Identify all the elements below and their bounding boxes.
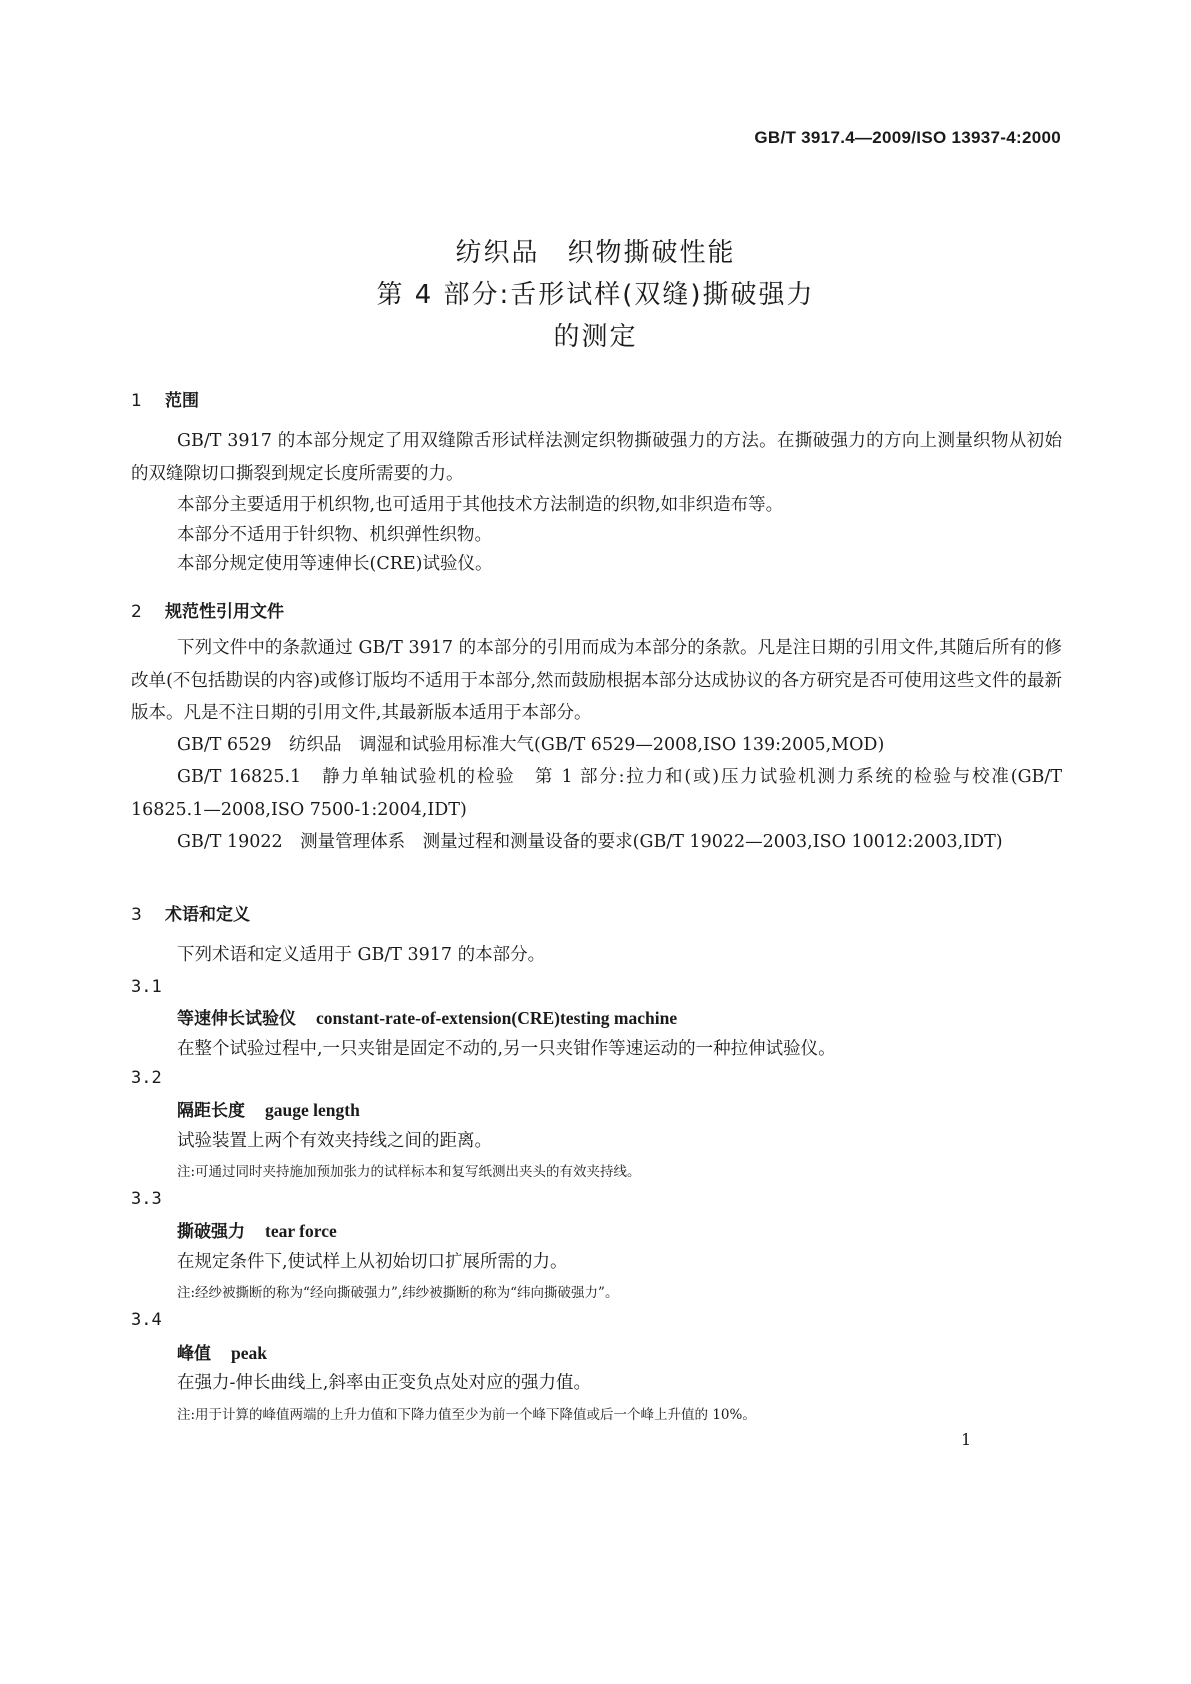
reference-gb-t-6529: GB/T 6529 纺织品 调湿和试验用标准大气(GB/T 6529—2008,ISO 139:2005,MOD) [177, 735, 885, 755]
section-3-title: 术语和定义 [165, 905, 250, 925]
reference-gb-t-16825-1: GB/T 16825.1 静力单轴试验机的检验 第 1 部分:拉力和(或)压力试验机测力系统的检验与校准(GB/T 16825.1—2008,ISO 7500-1:2004,IDT) [131, 767, 1062, 820]
section-2-heading [131, 597, 284, 622]
term-3-3-note: 注:经纱被撕断的称为“经向撕破强力”,纬纱被撕断的称为“纬向撕破强力”。 [177, 1285, 619, 1301]
term-3-3-zh: 撕破强力 [177, 1222, 245, 1242]
section-1-title: 范围 [165, 391, 199, 411]
section-3-heading [131, 900, 250, 925]
term-3-1-definition: 在整个试验过程中,一只夹钳是固定不动的,另一只夹钳作等速运动的一种拉伸试验仪。 [177, 1039, 836, 1059]
section-1-heading [131, 386, 199, 411]
section-1-number: 1 [131, 391, 142, 411]
title-line-3: 的测定 [553, 322, 638, 352]
term-3-1-number: 3.1 [131, 977, 162, 997]
term-3-4-en: peak [231, 1343, 267, 1363]
scope-paragraph-1: GB/T 3917 的本部分规定了用双缝隙舌形试样法测定织物撕破强力的方法。在撕破强力的方向上测量织物从初始的双缝隙切口撕裂到规定长度所需要的力。 [131, 431, 1062, 484]
term-3-4-note: 注:用于计算的峰值两端的上升力值和下降力值至少为前一个峰下降值或后一个峰上升值的 10%。 [177, 1407, 756, 1423]
title-line-1: 纺织品 织物撕破性能 [455, 238, 736, 268]
term-3-4-zh: 峰值 [177, 1344, 211, 1364]
term-3-3-number: 3.3 [131, 1189, 162, 1209]
terms-intro: 下列术语和定义适用于 GB/T 3917 的本部分。 [177, 945, 546, 965]
term-3-3-en: tear force [265, 1221, 337, 1241]
section-2-title: 规范性引用文件 [165, 602, 284, 622]
term-3-2-definition: 试验装置上两个有效夹持线之间的距离。 [177, 1131, 492, 1151]
title-line-2: 第 4 部分:舌形试样(双缝)撕破强力 [376, 280, 815, 310]
term-3-4-definition: 在强力-伸长曲线上,斜率由正变负点处对应的强力值。 [177, 1373, 591, 1393]
term-3-4-number: 3.4 [131, 1310, 162, 1330]
term-3-1-en: constant-rate-of-extension(CRE)testing machine [316, 1008, 678, 1028]
term-3-2-number: 3.2 [131, 1068, 162, 1088]
term-3-1-heading [177, 1004, 677, 1029]
reference-gb-t-19022: GB/T 19022 测量管理体系 测量过程和测量设备的要求(GB/T 19022—2003,ISO 10012:2003,IDT) [177, 832, 1003, 852]
section-2-number: 2 [131, 602, 142, 622]
scope-paragraph-4: 本部分规定使用等速伸长(CRE)试验仪。 [177, 554, 493, 574]
term-3-2-note: 注:可通过同时夹持施加预加张力的试样标本和复写纸测出夹头的有效夹持线。 [177, 1164, 641, 1180]
standard-code: GB/T 3917.4—2009/ISO 13937-4:2000 [754, 128, 1061, 147]
term-3-3-definition: 在规定条件下,使试样上从初始切口扩展所需的力。 [177, 1252, 568, 1272]
page-number: 1 [961, 1430, 972, 1449]
section-3-number: 3 [131, 905, 142, 925]
normative-paragraph: 下列文件中的条款通过 GB/T 3917 的本部分的引用而成为本部分的条款。凡是注日期的引用文件,其随后所有的修改单(不包括勘误的内容)或修订版均不适用于本部分,然而鼓励根据本部分达成协议的各方研究是否可使用这些文件的最新版本。凡是不注日期的引用文件,其最新版本适用于本部分。 [131, 638, 1062, 723]
term-3-1-zh: 等速伸长试验仪 [177, 1009, 296, 1029]
term-3-2-heading [177, 1096, 360, 1121]
scope-paragraph-2: 本部分主要适用于机织物,也可适用于其他技术方法制造的织物,如非织造布等。 [177, 495, 784, 515]
scope-paragraph-3: 本部分不适用于针织物、机织弹性织物。 [177, 525, 492, 545]
term-3-2-en: gauge length [265, 1100, 360, 1120]
term-3-4-heading [177, 1339, 267, 1364]
term-3-3-heading [177, 1217, 337, 1242]
term-3-2-zh: 隔距长度 [177, 1101, 245, 1121]
